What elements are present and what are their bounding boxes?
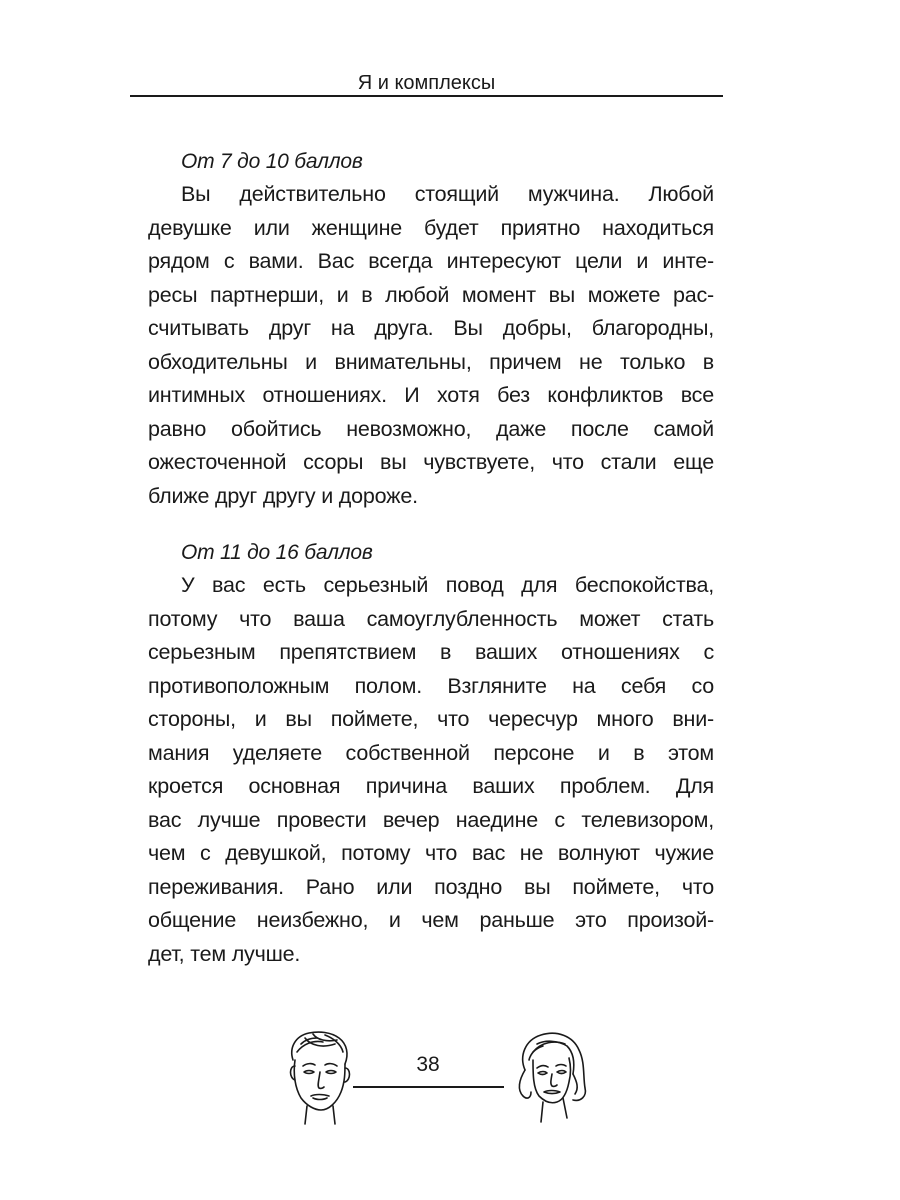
text-line: ресы партнерши, и в любой момент вы можете рас-: [148, 282, 714, 307]
woman-face-icon: [511, 1030, 591, 1126]
text-line: противоположным полом. Взгляните на себя со: [148, 673, 714, 698]
text-line: дет, тем лучше.: [148, 941, 301, 966]
running-head-title: Я и комплексы: [357, 72, 496, 94]
score-section-11-16: [148, 537, 714, 971]
text-line: Вы действительно стоящий мужчина. Любой: [181, 182, 714, 206]
header-rule: [130, 95, 723, 97]
section-paragraph: [148, 178, 714, 513]
text-line: вас лучше провести вечер наедине с телевизором,: [148, 807, 714, 832]
section-heading: От 7 до 10 баллов: [181, 150, 363, 173]
section-heading: От 11 до 16 баллов: [181, 541, 373, 564]
text-line: стороны, и вы поймете, что чересчур много вни-: [148, 707, 714, 731]
text-line: кроется основная причина ваших проблем. Для: [148, 774, 714, 798]
text-line: считывать друг на друга. Вы добры, благородны,: [148, 316, 714, 340]
text-line: общение неизбежно, и чем раньше это произой-: [148, 908, 714, 932]
score-section-7-10: [148, 146, 714, 513]
text-line: интимных отношениях. И хотя без конфликтов все: [148, 383, 714, 407]
text-line: обходительны и внимательны, причем не только в: [148, 349, 714, 374]
text-line: ближе друг другу и дороже.: [148, 483, 418, 508]
text-line: серьезным препятствием в ваших отношениях с: [148, 640, 714, 664]
man-face-icon: [283, 1030, 355, 1126]
text-line: переживания. Рано или поздно вы поймете, что: [148, 874, 714, 899]
text-line: потому что ваша самоуглубленность может стать: [148, 606, 714, 631]
text-line: равно обойтись невозможно, даже после самой: [148, 416, 714, 441]
text-line: чем с девушкой, потому что вас не волнуют чужие: [148, 841, 714, 865]
section-paragraph: [148, 569, 714, 971]
page-number: 38: [416, 1053, 440, 1076]
text-line: мания уделяете собственной персоне и в этом: [148, 740, 714, 765]
text-line: ожесточенной ссоры вы чувствуете, что стали еще: [148, 450, 714, 474]
footer-rule: [353, 1086, 504, 1088]
text-line: девушке или женщине будет приятно находиться: [148, 215, 714, 240]
text-line: У вас есть серьезный повод для беспокойства,: [181, 573, 714, 597]
text-line: рядом с вами. Вас всегда интересуют цели и инте-: [148, 249, 714, 273]
page-footer: [0, 1030, 900, 1130]
